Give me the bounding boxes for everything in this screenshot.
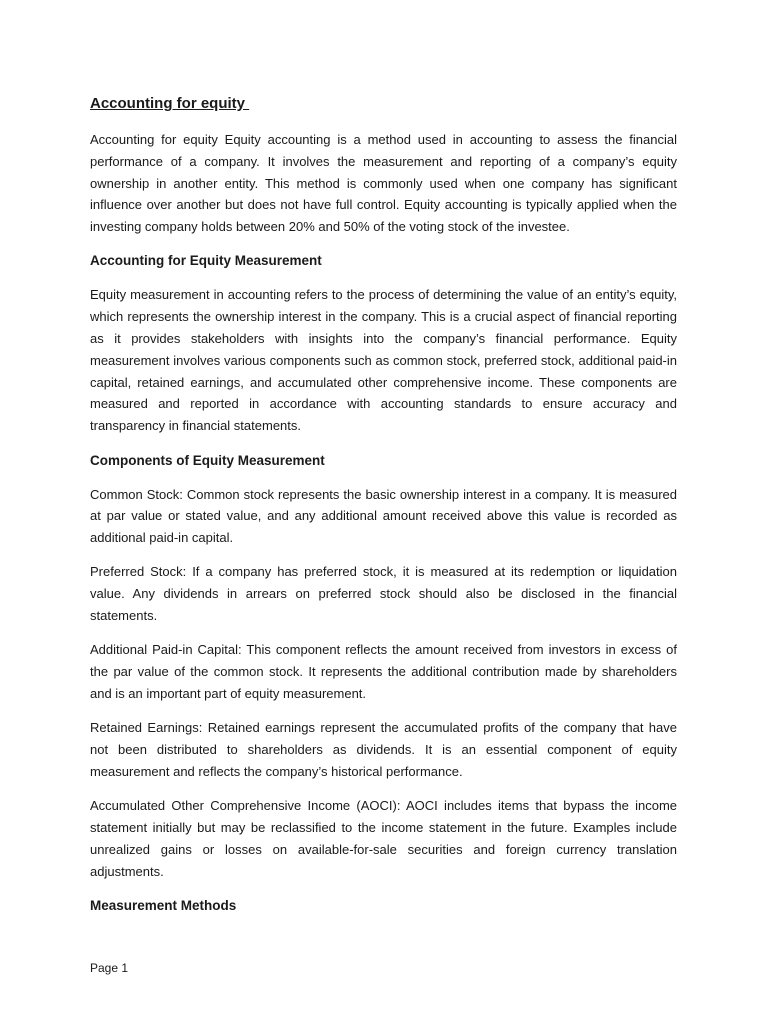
paragraph-preferred-stock: Preferred Stock: If a company has preferred stock, it is measured at its redemption or liquidation value. Any dividends in arrears on preferred stock should also be disclosed in the financial statements. xyxy=(90,564,677,624)
section-heading-equity-measurement: Accounting for Equity Measurement xyxy=(90,253,322,269)
paragraph-additional-paid-in-capital: Additional Paid-in Capital: This component reflects the amount received from investors in excess of the par value of the common stock. It represents the additional contribution made by shareholders and is an important part of equity measurement. xyxy=(90,642,677,701)
section-heading-measurement-methods: Measurement Methods xyxy=(90,897,237,913)
paragraph-common-stock: Common Stock: Common stock represents the basic ownership interest in a company. It is measured at par value or stated value, and any additional amount received above this value is recorded as additional paid-in capital. xyxy=(90,486,677,546)
paragraph-equity-measurement: Equity measurement in accounting refers to the process of determining the value of an entity’s equity, which represents the ownership interest in the company. This is a crucial aspect of financial reporting as it provides stakeholders with insights into the company’s financial performance. Equity measurement involves various components such as common stock, preferred stock, additional paid-in capital, retained earnings, and accumulated other comprehensive income. These components are measured and reported in accordance with accounting standards to ensure accuracy and transparency in financial statements. xyxy=(90,287,677,434)
section-heading-components: Components of Equity Measurement xyxy=(90,452,325,468)
paragraph-retained-earnings: Retained Earnings: Retained earnings represent the accumulated profits of the company that have not been distributed to shareholders as dividends. It is an essential component of equity measurement and reflects the company’s historical performance. xyxy=(90,720,677,779)
intro-paragraph: Accounting for equity Equity accounting is a method used in accounting to assess the financial performance of a company. It involves the measurement and reporting of a company’s equity ownership in another entity. This method is commonly used when one company has significant influence over another but does not have full control. Equity accounting is typically applied when the investing company holds between 20% and 50% of the voting stock of the investee. xyxy=(90,132,677,235)
paragraph-aoci: Accumulated Other Comprehensive Income (AOCI): AOCI includes items that bypass the income statement initially but may be reclassified to the income statement in the future. Examples include unrealized gains or losses on available-for-sale securities and foreign currency translation adjustments. xyxy=(90,798,677,879)
document-title: Accounting for equity xyxy=(90,95,250,112)
document-body xyxy=(90,93,677,929)
page-number: Page 1 xyxy=(90,961,129,975)
